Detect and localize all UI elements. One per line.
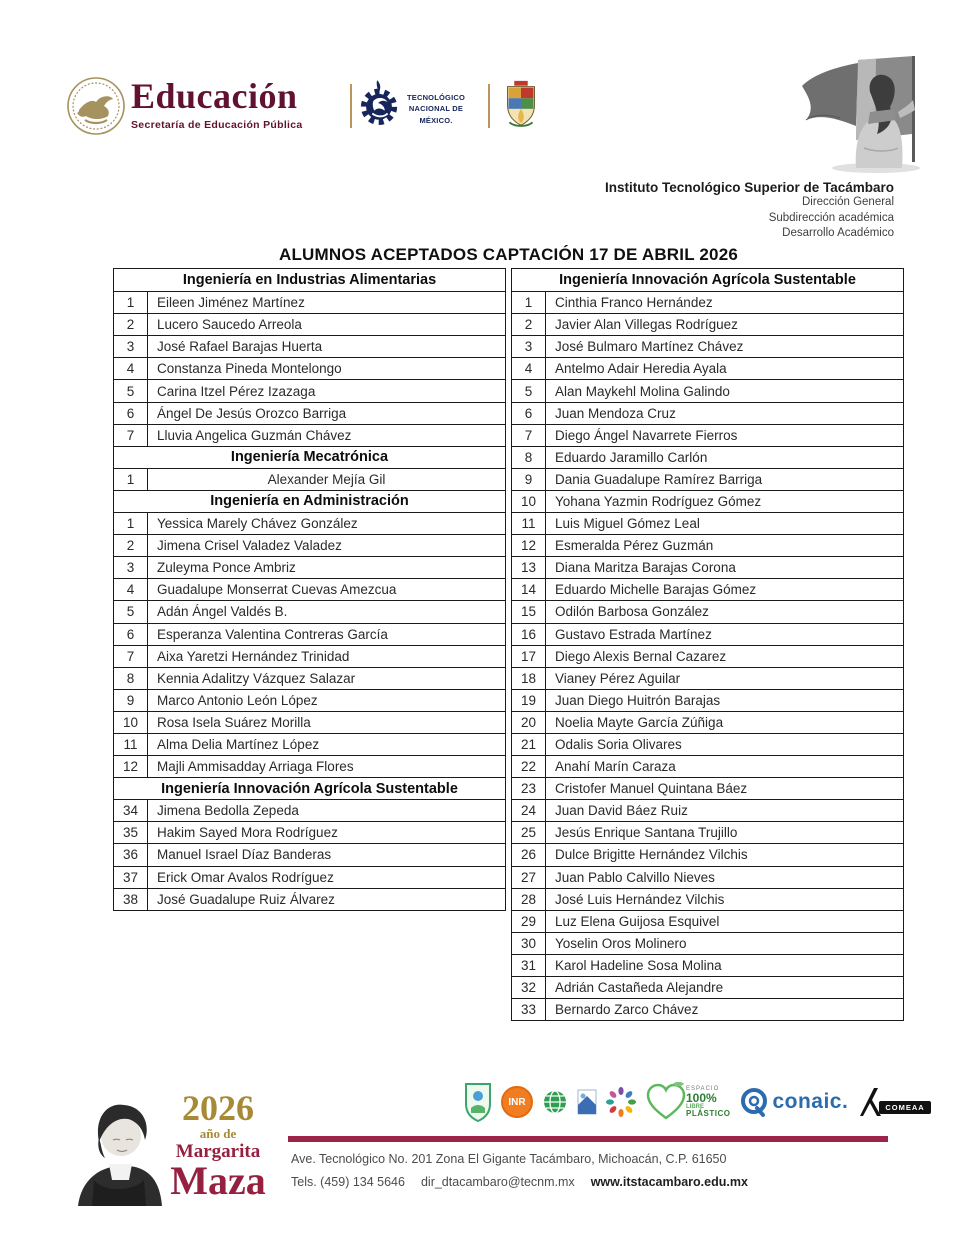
conaic-badge <box>739 1087 848 1117</box>
row-number: 10 <box>512 491 546 512</box>
table-row <box>114 689 505 711</box>
student-name: Alma Delia Martínez López <box>157 737 320 753</box>
row-number: 8 <box>512 447 546 468</box>
table-row <box>114 821 505 843</box>
student-name: Eileen Jiménez Martínez <box>157 295 305 311</box>
student-name: Gustavo Estrada Martínez <box>555 626 712 642</box>
table-row <box>512 755 903 777</box>
row-number: 4 <box>512 358 546 379</box>
row-number: 30 <box>512 933 546 954</box>
row-number: 2 <box>512 314 546 335</box>
table-row <box>114 335 505 357</box>
row-number: 7 <box>114 425 148 446</box>
table-row <box>512 888 903 910</box>
student-name: Zuleyma Ponce Ambriz <box>157 560 296 576</box>
conaic-label: conaic. <box>772 1090 849 1113</box>
row-number: 35 <box>114 822 148 843</box>
row-number: 7 <box>114 646 148 667</box>
table-row <box>512 932 903 954</box>
table-section-header: Ingeniería en Administración <box>114 490 505 512</box>
table-row <box>512 866 903 888</box>
right-table <box>511 268 904 1021</box>
globe-icon <box>542 1089 568 1115</box>
row-number: 15 <box>512 601 546 622</box>
student-name: Antelmo Adair Heredia Ayala <box>555 361 727 377</box>
row-number: 38 <box>114 889 148 910</box>
row-number: 17 <box>512 646 546 667</box>
row-number: 1 <box>114 469 148 490</box>
student-name: Vianey Pérez Aguilar <box>555 670 681 686</box>
tecnm-gear-icon <box>358 78 400 128</box>
row-number: 16 <box>512 624 546 645</box>
table-row <box>512 998 903 1020</box>
row-number: 9 <box>114 690 148 711</box>
educacion-wordmark: Educación <box>131 76 298 116</box>
address-line: Ave. Tecnológico No. 201 Zona El Gigante Tacámbaro, Michoacán, C.P. 61650 <box>291 1152 727 1166</box>
table-row <box>114 402 505 424</box>
row-number: 1 <box>114 292 148 313</box>
conaic-q-icon <box>739 1087 769 1117</box>
student-name: Cinthia Franco Hernández <box>555 295 713 311</box>
student-name: Dania Guadalupe Ramírez Barriga <box>555 471 763 487</box>
row-number: 14 <box>512 579 546 600</box>
student-name: Rosa Isela Suárez Morilla <box>157 714 311 730</box>
institute-name: Instituto Tecnológico Superior de Tacámbaro <box>604 180 894 195</box>
row-number: 6 <box>512 403 546 424</box>
student-name: Yohana Yazmin Rodríguez Gómez <box>555 493 762 509</box>
row-number: 6 <box>114 403 148 424</box>
table-row <box>114 667 505 689</box>
student-name: Diana Maritza Barajas Corona <box>555 560 736 576</box>
student-name: José Guadalupe Ruiz Álvarez <box>157 891 335 907</box>
table-row <box>512 468 903 490</box>
row-number: 25 <box>512 822 546 843</box>
website-url: www.itstacambaro.edu.mx <box>590 1175 748 1189</box>
table-row <box>512 357 903 379</box>
row-number: 1 <box>114 513 148 534</box>
table-row <box>114 799 505 821</box>
table-row <box>512 910 903 932</box>
table-row <box>512 556 903 578</box>
row-number: 33 <box>512 999 546 1020</box>
table-row <box>512 490 903 512</box>
student-name: Ángel De Jesús Orozco Barriga <box>157 405 347 421</box>
row-number: 10 <box>114 712 148 733</box>
student-name: Juan Pablo Calvillo Nieves <box>555 869 715 885</box>
table-row <box>512 976 903 998</box>
student-name: Alexander Mejía Gil <box>267 471 386 487</box>
table-row <box>512 645 903 667</box>
row-number: 22 <box>512 756 546 777</box>
table-row <box>114 379 505 401</box>
green-heart-icon <box>645 1082 687 1122</box>
year-badge <box>162 1088 274 1204</box>
year-line-ano-de: año de <box>199 1126 237 1141</box>
table-row <box>512 600 903 622</box>
student-name: José Bulmaro Martínez Chávez <box>555 339 744 355</box>
row-number: 4 <box>114 358 148 379</box>
student-name: Diego Ángel Navarrete Fierros <box>555 427 738 443</box>
institute-header <box>605 180 894 242</box>
student-name: Marco Antonio León López <box>157 692 318 708</box>
student-name: Alan Maykehl Molina Galindo <box>555 383 730 399</box>
row-number: 19 <box>512 690 546 711</box>
table-row <box>512 335 903 357</box>
table-row <box>114 645 505 667</box>
left-table <box>113 268 506 911</box>
student-name: Eduardo Jaramillo Carlón <box>555 449 708 465</box>
phone-number: Tels. (459) 134 5646 <box>291 1175 405 1189</box>
certification-badges <box>464 1076 931 1128</box>
student-name: Juan Diego Huitrón Barajas <box>555 692 721 708</box>
comeaa-badge <box>857 1086 930 1118</box>
educacion-logo <box>131 78 303 131</box>
row-number: 34 <box>114 800 148 821</box>
student-name: Yoselin Oros Molinero <box>555 935 687 951</box>
row-number: 2 <box>114 314 148 335</box>
table-row <box>512 689 903 711</box>
table-section-header: Ingeniería Mecatrónica <box>114 446 505 468</box>
student-name: Odalis Soria Olivares <box>555 737 682 753</box>
row-number: 37 <box>114 867 148 888</box>
student-name: José Rafael Barajas Huerta <box>157 339 323 355</box>
row-number: 13 <box>512 557 546 578</box>
row-number: 26 <box>512 844 546 865</box>
table-row <box>114 578 505 600</box>
table-row <box>512 799 903 821</box>
student-name: Karol Hadeline Sosa Molina <box>555 957 722 973</box>
institute-line-subdireccion: Subdirección académica <box>768 211 894 224</box>
student-name: Odilón Barbosa González <box>555 604 709 620</box>
student-name: Erick Omar Avalos Rodríguez <box>157 869 334 885</box>
table-row <box>114 600 505 622</box>
row-number: 32 <box>512 977 546 998</box>
student-name: Adán Ángel Valdés B. <box>157 604 288 620</box>
row-number: 11 <box>114 734 148 755</box>
row-number: 9 <box>512 469 546 490</box>
table-row <box>512 578 903 600</box>
table-row <box>512 402 903 424</box>
table-row <box>512 512 903 534</box>
inr-label: INR <box>508 1096 526 1108</box>
student-name: José Luis Hernández Vilchis <box>555 891 725 907</box>
table-row <box>114 291 505 313</box>
table-row <box>512 379 903 401</box>
student-name: Diego Alexis Bernal Cazarez <box>555 648 727 664</box>
student-name: Jimena Bedolla Zepeda <box>157 803 299 819</box>
year-line-margarita: Margarita <box>175 1141 261 1163</box>
row-number: 18 <box>512 668 546 689</box>
student-name: Yessica Marely Chávez González <box>157 516 358 532</box>
row-number: 12 <box>114 756 148 777</box>
email-address: dir_dtacambaro@tecnm.mx <box>420 1175 575 1189</box>
student-name: Javier Alan Villegas Rodríguez <box>555 317 738 333</box>
table-section-header: Ingeniería Innovación Agrícola Sustentable <box>114 777 505 799</box>
espacio-label: ESPACIO <box>686 1086 720 1092</box>
student-name: Luz Elena Guijosa Esquivel <box>555 913 720 929</box>
row-number: 31 <box>512 955 546 976</box>
tecnm-line2: NACIONAL DE MÉXICO. <box>408 104 464 125</box>
table-row <box>114 313 505 335</box>
row-number: 3 <box>114 336 148 357</box>
student-name: Majli Ammisadday Arriaga Flores <box>157 759 354 775</box>
student-name: Jesús Enrique Santana Trujillo <box>555 825 738 841</box>
table-row <box>114 424 505 446</box>
student-name: Jimena Crisel Valadez Valadez <box>157 538 342 554</box>
student-name: Lluvia Angelica Guzmán Chávez <box>157 427 352 443</box>
row-number: 29 <box>512 911 546 932</box>
row-number: 24 <box>512 800 546 821</box>
student-name: Lucero Saucedo Arreola <box>157 317 302 333</box>
row-number: 8 <box>114 668 148 689</box>
student-name: Dulce Brigitte Hernández Vilchis <box>555 847 748 863</box>
woman-with-flag-illustration <box>794 54 938 176</box>
table-section-header: Ingeniería en Industrias Alimentarias <box>182 272 437 289</box>
row-number: 21 <box>512 734 546 755</box>
row-number: 7 <box>512 425 546 446</box>
student-name: Anahí Marín Caraza <box>555 759 676 775</box>
table-section-header: Ingeniería Innovación Agrícola Sustentable <box>559 272 856 289</box>
plastic-free-badge <box>645 1082 730 1122</box>
sep-subtitle: Secretaría de Educación Pública <box>131 119 303 131</box>
student-name: Juan Mendoza Cruz <box>555 405 676 421</box>
institute-line-direccion: Dirección General <box>801 196 894 208</box>
libre-label: LIBRE <box>686 1104 704 1110</box>
row-number: 20 <box>512 712 546 733</box>
student-name: Bernardo Zarco Chávez <box>555 1002 699 1018</box>
table-row <box>512 424 903 446</box>
footer-divider-bar <box>288 1136 888 1142</box>
table-row <box>114 623 505 645</box>
row-number: 4 <box>114 579 148 600</box>
table-row <box>512 291 903 313</box>
plastico-label: PLÁSTICO <box>686 1109 731 1118</box>
page-title: ALUMNOS ACEPTADOS CAPTACIÓN 17 DE ABRIL 2026 <box>278 245 739 264</box>
table-row <box>512 446 903 468</box>
table-row <box>114 512 505 534</box>
table-row <box>114 711 505 733</box>
tecnm-logo <box>402 92 470 126</box>
inr-badge <box>501 1086 533 1118</box>
student-name: Esperanza Valentina Contreras García <box>157 626 388 642</box>
student-name: Manuel Israel Díaz Banderas <box>157 847 332 863</box>
row-number: 5 <box>114 380 148 401</box>
row-number: 28 <box>512 889 546 910</box>
table-row <box>114 534 505 556</box>
row-number: 5 <box>114 601 148 622</box>
student-name: Eduardo Michelle Barajas Gómez <box>555 582 757 598</box>
table-row <box>512 313 903 335</box>
row-number: 12 <box>512 535 546 556</box>
student-name: Juan David Báez Ruiz <box>555 803 688 819</box>
student-name: Luis Miguel Gómez Leal <box>555 516 700 532</box>
row-number: 5 <box>512 380 546 401</box>
contact-line <box>291 1175 748 1189</box>
table-row <box>512 711 903 733</box>
row-number: 11 <box>512 513 546 534</box>
student-name: Kennia Adalitzy Vázquez Salazar <box>157 670 356 686</box>
table-row <box>512 954 903 976</box>
table-row <box>512 733 903 755</box>
flag-certificate-icon <box>577 1089 597 1115</box>
header-divider <box>488 84 490 128</box>
row-number: 3 <box>512 336 546 357</box>
michoacan-shield-icon <box>504 78 538 130</box>
row-number: 3 <box>114 557 148 578</box>
table-row <box>114 733 505 755</box>
institute-line-desarrollo: Desarrollo Académico <box>782 227 894 240</box>
student-name: Esmeralda Pérez Guzmán <box>555 538 714 554</box>
tacambaro-shield-icon <box>464 1082 492 1122</box>
table-row <box>512 843 903 865</box>
people-circle-icon <box>606 1087 636 1117</box>
table-row <box>512 623 903 645</box>
row-number: 27 <box>512 867 546 888</box>
tecnm-line1: TECNOLÓGICO <box>406 93 466 102</box>
mexico-eagle-seal-icon <box>66 74 126 138</box>
table-row <box>114 755 505 777</box>
student-name: Guadalupe Monserrat Cuevas Amezcua <box>157 582 397 598</box>
row-number: 23 <box>512 778 546 799</box>
row-number: 6 <box>114 624 148 645</box>
student-name: Aixa Yaretzi Hernández Trinidad <box>157 648 350 664</box>
student-name: Constanza Pineda Montelongo <box>157 361 342 377</box>
student-name: Noelia Mayte García Zúñiga <box>555 714 724 730</box>
table-row <box>512 777 903 799</box>
table-row <box>512 534 903 556</box>
header-divider <box>350 84 352 128</box>
year-2026: 2026 <box>182 1088 254 1128</box>
comeaa-label: COMEAA <box>879 1101 930 1114</box>
table-row <box>114 357 505 379</box>
table-row <box>512 821 903 843</box>
row-number: 2 <box>114 535 148 556</box>
row-number: 36 <box>114 844 148 865</box>
student-name: Adrián Castañeda Alejandre <box>555 980 724 996</box>
row-number: 1 <box>512 292 546 313</box>
table-row <box>114 468 505 490</box>
student-name: Carina Itzel Pérez Izazaga <box>157 383 316 399</box>
table-row <box>114 556 505 578</box>
table-row <box>512 667 903 689</box>
table-row <box>114 843 505 865</box>
margarita-maza-portrait <box>72 1088 166 1206</box>
student-name: Cristofer Manuel Quintana Báez <box>555 781 748 797</box>
table-row <box>114 888 505 910</box>
table-row <box>114 866 505 888</box>
student-tables <box>113 268 904 1021</box>
year-line-maza: Maza <box>170 1158 266 1204</box>
pct-label: 100% <box>686 1091 717 1105</box>
student-name: Hakim Sayed Mora Rodríguez <box>157 825 338 841</box>
